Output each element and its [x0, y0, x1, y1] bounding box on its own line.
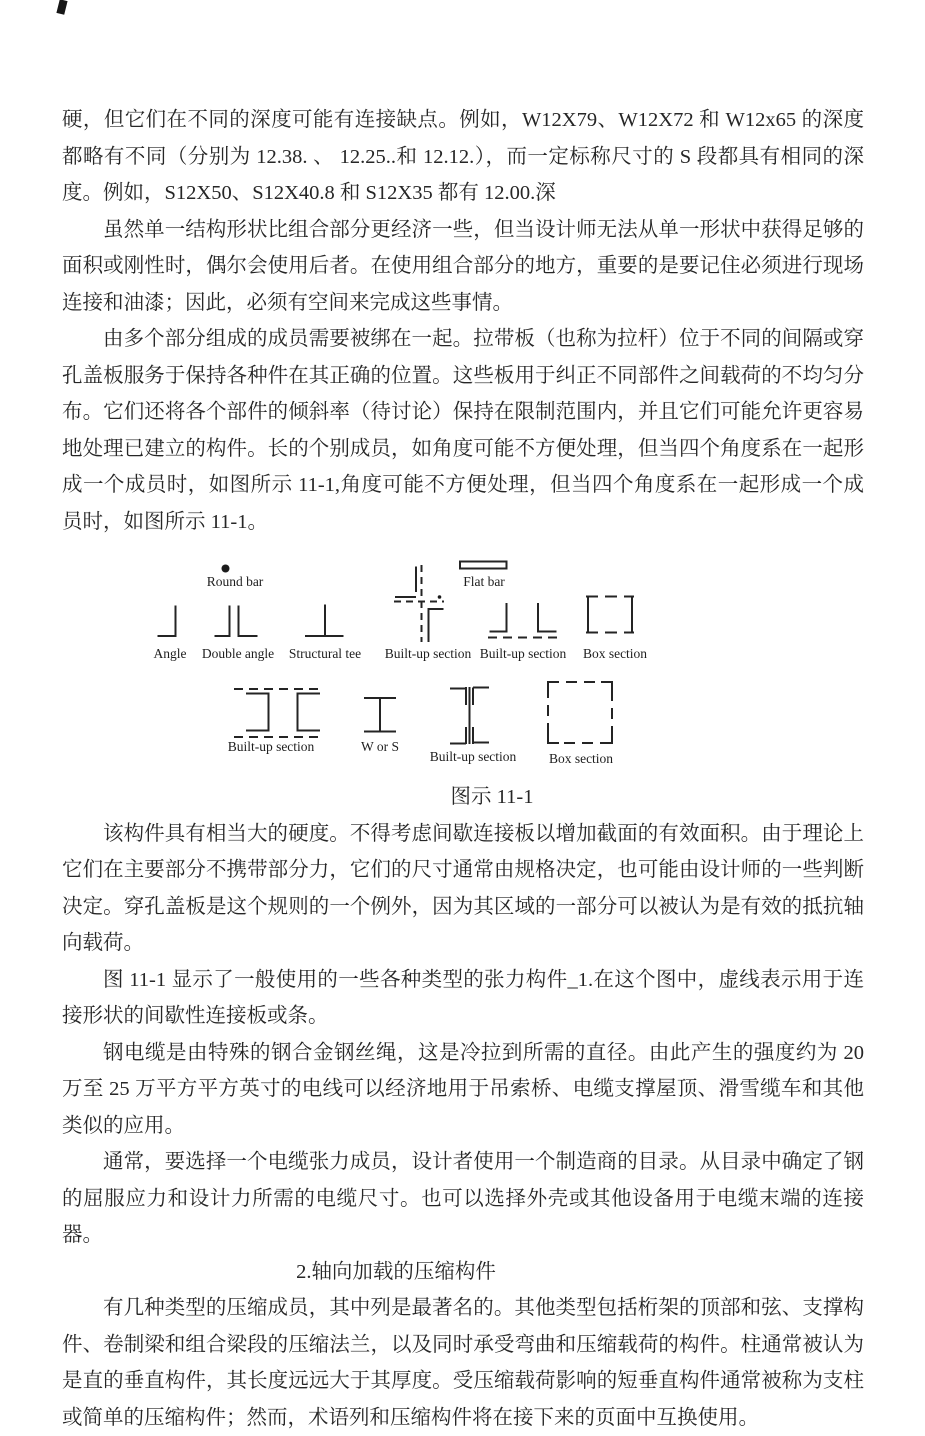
round-bar-shape [222, 565, 230, 573]
figure-label-box-1: Box section [582, 646, 648, 661]
paragraph: 图 11-1 显示了一般使用的一些各种类型的张力构件_1.在这个图中，虚线表示用于连接形状的间歇性连接板或条。 [62, 968, 864, 1027]
figure-label-double-angle: Double angle [201, 646, 275, 661]
figure-label-structural-tee: Structural tee [288, 646, 362, 661]
flat-bar-shape [460, 562, 507, 569]
double-angle-shape [215, 606, 258, 637]
figure-label-built-up-3: Built-up section [227, 739, 315, 754]
paragraph: 通常，要选择一个电缆张力成员，设计者使用一个制造商的目录。从目录中确定了钢的屈服应力和设计力所需的电缆尺寸。也可以选择外壳或其他设备用于电缆末端的连接器。 [62, 1151, 864, 1246]
section-heading: 2.轴向加载的压缩构件 [296, 1260, 496, 1283]
figure-label-flat-bar: Flat bar [463, 574, 505, 589]
paragraph: 有几种类型的压缩成员，其中列是最著名的。其他类型包括桁架的顶部和弦、支撑构件、卷制梁和组合梁段的压缩法兰，以及同时承受弯曲和压缩载荷的构件。柱通常被认为是直的垂直构件，其长度远远大于其厚度。受压缩载荷影响的短垂直构件通常被称为支柱或简单的压缩构件；然而，术语列和压缩构件将在接下来的页面中互换使用。 [62, 1297, 864, 1429]
built-up-web-angles-shape [450, 687, 489, 744]
scan-artifact-mark [56, 0, 67, 15]
figure-label-box-2: Box section [548, 751, 614, 766]
paragraph: 该构件具有相当大的硬度。不得考虑间歇连接板以增加截面的有效面积。由于理论上它们在主要部分不携带部分力，它们的尺寸通常由规格决定，也可能由设计师的一些判断决定。穿孔盖板是这个规则的一个例外，因为其区域的一部分可以被认为是有效的抵抗轴向载荷。 [62, 822, 864, 954]
figure-11-1 [0, 540, 925, 779]
paragraph: 硬，但它们在不同的深度可能有连接缺点。例如，W12X79、W12X72 和 W12x65 的深度都略有不同（分别为 12.38. 、 12.25..和 12.12.），而一定标称尺寸的 S 段都具有相同的深度。例如，S12X50、S12X40.8 和 S12X35 都有 12.00.深 [62, 109, 864, 204]
figure-label-built-up-2: Built-up section [479, 646, 567, 661]
figure-label-built-up-4: Built-up section [429, 749, 517, 764]
figure-label-round-bar: Round bar [206, 574, 264, 589]
built-up-cross-shape [394, 565, 444, 642]
paragraph: 钢电缆是由特殊的钢合金钢丝绳，这是冷拉到所需的直径。由此产生的强度约为 20 万至 25 万平方平方英寸的电线可以经济地用于吊索桥、电缆支撑屋顶、滑雪缆车和其他类似的应用。 [62, 1041, 864, 1137]
figure-caption: 图示 11-1 [450, 786, 534, 808]
structural-tee-shape [305, 605, 344, 637]
box-section-2-shape [548, 682, 612, 743]
figure-label-angle: Angle [153, 646, 187, 661]
paragraph: 由多个部分组成的成员需要被绑在一起。拉带板（也称为拉杆）位于不同的间隔或穿孔盖板服务于保持各种件在其正确的位置。这些板用于纠正不同部件之间载荷的不均匀分布。它们还将各个部件的倾斜率（待讨论）保持在限制范围内，并且它们可能允许更容易地处理已建立的构件。长的个别成员，如角度可能不方便处理，但当四个角度系在一起形成一个成员时，如图所示 11-1,角度可能不方便处理，但当四个角度系在一起形成一个成员时，如图所示 11-1。 [62, 328, 864, 533]
w-or-s-beam-shape [364, 698, 396, 732]
box-section-1-shape [586, 597, 634, 633]
built-up-channels-shape [234, 689, 323, 737]
paragraph: 虽然单一结构形状比组合部分更经济一些，但当设计师无法从单一形状中获得足够的面积或刚性时，偶尔会使用后者。在使用组合部分的地方，重要的是要记住必须进行现场连接和油漆；因此，必须有空间来完成这些事情。 [62, 218, 864, 314]
figure-label-w-or-s: W or S [360, 739, 400, 754]
angle-shape [158, 606, 176, 637]
figure-label-built-up-1: Built-up section [384, 646, 472, 661]
built-up-angles-shape [488, 603, 558, 638]
